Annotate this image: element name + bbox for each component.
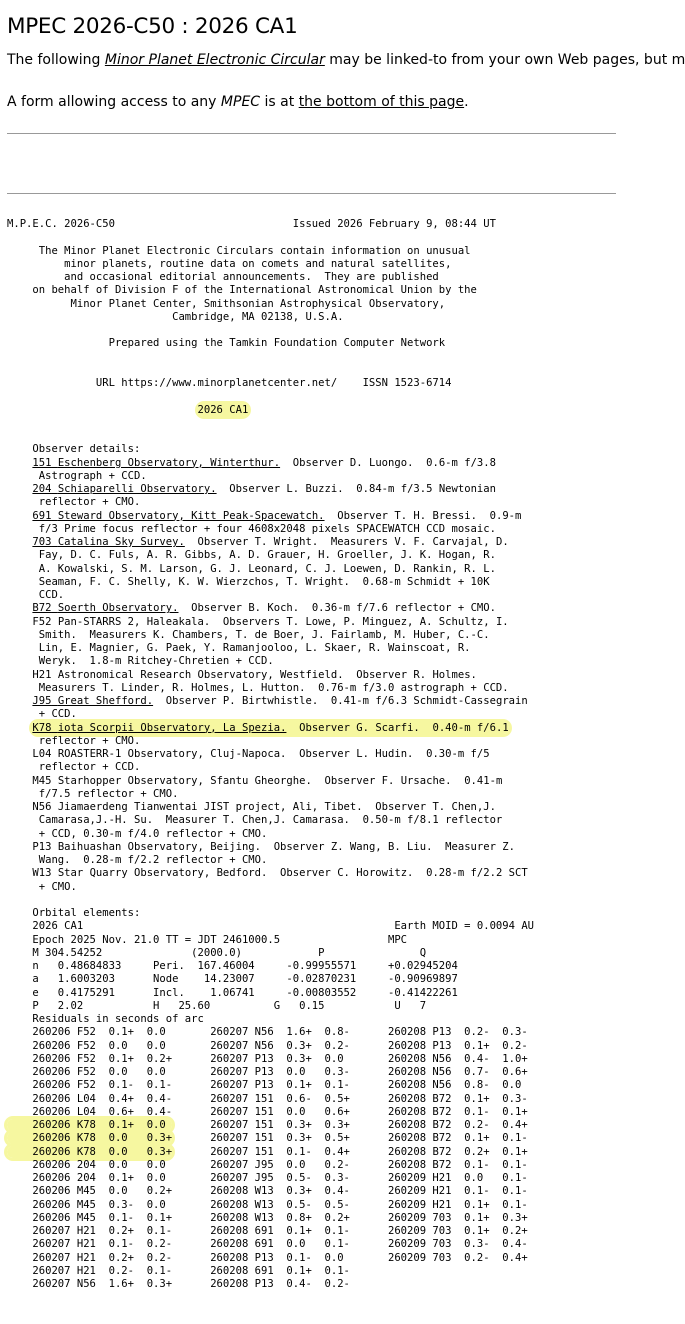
observer-text: Astrograph + CCD. [7, 469, 147, 482]
observatory-link[interactable] [32, 457, 280, 469]
residual-line: 260206 M45 0.0 0.2+ 260208 W13 0.3+ 0.4- 260209 H21 0.1- 0.1- [7, 1185, 528, 1198]
observer-entry [32, 695, 527, 707]
object-designation: 2026 CA1 [197, 403, 249, 416]
observer-text: + CMO. [7, 880, 77, 893]
residual-line: 260207 151 0.3+ 0.3+ 260208 B72 0.2- 0.4+ [172, 1119, 528, 1131]
intro-form-notice [7, 94, 469, 110]
observer-text: reflector + CMO. [7, 496, 141, 509]
observatory-code: 703 [32, 536, 52, 548]
observer-text: Jiamaerdeng Tianwentai JIST project, Ali, Tibet. Observer T. Chen,J. [51, 801, 496, 813]
orbital-element-line: 2026 CA1 Earth MOID = 0.0094 AU [7, 920, 535, 933]
observer-text: Observer L. Buzzi. 0.84-m f/3.5 Newtonian [216, 483, 496, 495]
observatory-code: K78 [32, 721, 52, 734]
mpec-info-link[interactable]: Minor Planet Electronic Circular [104, 52, 325, 68]
observer-text: Wang. 0.28-m f/2.2 reflector + CMO. [7, 854, 268, 866]
circular-header: M.P.E.C. 2026-C50 Issued 2026 February 9, 08:44 UT [7, 218, 496, 230]
residual-line: 260206 L04 0.6+ 0.4- 260207 151 0.0 0.6+ 260208 B72 0.1- 0.1+ [7, 1105, 528, 1118]
observer-text: reflector + CMO. [7, 734, 141, 747]
observer-text: Seaman, F. C. Shelly, K. W. Wierzchos, T. Wright. 0.68-m Schmidt + 10K [7, 575, 490, 588]
form-text: A form allowing access to any [7, 94, 221, 110]
residual-line: 260207 151 0.3+ 0.5+ 260208 B72 0.1+ 0.1- [172, 1132, 528, 1145]
observer-entry [32, 748, 489, 760]
mpec-abbrev: MPEC [220, 94, 261, 110]
observer-entry [32, 483, 496, 495]
observatory-name: Steward Observatory, Kitt Peak-Spacewatch. [57, 509, 325, 522]
observer-text: Pan-STARRS 2, Haleakala. Observers T. Lowe, P. Minguez, A. Schultz, I. [51, 615, 509, 628]
observer-text: Astronomical Research Observatory, Westfield. Observer R. Holmes. [51, 668, 477, 681]
observatory-name: iota Scorpii Observatory, La Spezia. [57, 721, 287, 734]
observer-entry [32, 801, 496, 813]
observatory-code: P13 [32, 840, 52, 853]
residual-line: 260207 H21 0.2+ 0.2- 260208 P13 0.1- 0.0 260209 703 0.2- 0.4+ [7, 1251, 528, 1264]
residual-line: 260207 151 0.1- 0.4+ 260208 B72 0.2+ 0.1+ [172, 1145, 528, 1158]
observatory-code: J95 [32, 695, 52, 707]
observer-entry [32, 536, 508, 548]
intro-text-rest: may be linked-to from your own Web pages, but m [324, 52, 685, 68]
observer-text: Observer P. Birtwhistle. 0.41-m f/6.3 Schmidt-Cassegrain [153, 695, 528, 707]
residual-line: 260207 N56 1.6+ 0.3+ 260208 P13 0.4- 0.2- [7, 1278, 350, 1290]
observer-text: Lin, E. Magnier, G. Paek, Y. Ramanjooloo, L. Skaer, R. Wainscoat, R. [7, 642, 471, 654]
observatory-link[interactable] [32, 695, 153, 707]
observatory-code: N56 [32, 801, 52, 813]
residual-line: 260206 M45 0.1- 0.1+ 260208 W13 0.8+ 0.2+ 260209 703 0.1+ 0.3+ [7, 1211, 528, 1224]
observer-text: f/7.5 reflector + CMO. [7, 787, 179, 800]
residual-line: 260206 F52 0.1- 0.1- 260207 P13 0.1+ 0.1- 260208 N56 0.8- 0.0 [7, 1079, 522, 1092]
observer-text: Observer T. H. Bressi. 0.9-m [324, 509, 522, 522]
residual-line: 260207 H21 0.1- 0.2- 260208 691 0.0 0.1- 260209 703 0.3- 0.4- [7, 1238, 528, 1251]
preamble-line: The Minor Planet Electronic Circulars contain information on unusual [7, 244, 471, 257]
observer-text: Star Quarry Observatory, Bedford. Observer C. Horowitz. 0.28-m f/2.2 SCT [51, 867, 528, 880]
orbital-element-line: P 2.02 H 25.60 G 0.15 U 7 [7, 999, 427, 1012]
observer-entry [32, 867, 527, 879]
observer-entry [32, 775, 502, 787]
residual-line: 260207 H21 0.2+ 0.1- 260208 691 0.1+ 0.1- 260209 703 0.1+ 0.2+ [7, 1225, 528, 1237]
observer-text: Observer G. Scarfi. 0.40-m f/6.1 [286, 721, 509, 734]
residual-highlight: 260206 K78 0.1+ 0.0 [7, 1119, 173, 1131]
observer-entry [32, 669, 477, 681]
observer-entry [32, 510, 521, 522]
observatory-code: W13 [32, 867, 52, 880]
observatory-link[interactable] [32, 536, 184, 548]
observer-text: Measurers T. Linder, R. Holmes, L. Hutton. 0.76-m f/3.0 astrograph + CCD. [7, 681, 509, 694]
page-title: MPEC 2026-C50 : 2026 CA1 [7, 14, 298, 39]
preamble-line: Cambridge, MA 02138, U.S.A. [7, 310, 344, 323]
observer-text: Smith. Measurers K. Chambers, T. de Boer, J. Fairlamb, M. Huber, C.-C. [7, 628, 490, 641]
observer-entry [32, 722, 508, 734]
form-text-end: . [464, 94, 469, 110]
intro-link-notice [7, 52, 685, 68]
circular-body [7, 218, 534, 1291]
observatory-code: 151 [32, 456, 52, 469]
observatory-link[interactable] [32, 602, 178, 614]
preamble-line: URL https://www.minorplanetcenter.net/ ISSN 1523-6714 [7, 377, 452, 389]
residual-line: 260206 204 0.1+ 0.0 260207 J95 0.5- 0.3- 260209 H21 0.0 0.1- [7, 1172, 528, 1184]
observer-text: + CCD. [7, 708, 77, 721]
observer-text: reflector + CCD. [7, 761, 141, 774]
residual-line: 260207 H21 0.2- 0.1- 260208 691 0.1+ 0.1- [7, 1264, 350, 1277]
bottom-of-page-link[interactable]: the bottom of this page [298, 94, 465, 110]
observatory-link[interactable] [32, 483, 216, 495]
preamble-line: minor planets, routine data on comets and natural satellites, [7, 257, 452, 270]
observer-text: CCD. [7, 589, 65, 601]
observer-text: Starhopper Observatory, Sfantu Gheorghe. Observer F. Ursache. 0.41-m [51, 774, 503, 787]
observer-entry [32, 602, 496, 614]
observer-text: ROASTERR-1 Observatory, Cluj-Napoca. Observer L. Hudin. 0.30-m f/5 [51, 748, 490, 760]
residual-line: 260206 F52 0.1+ 0.2+ 260207 P13 0.3+ 0.0 260208 N56 0.4- 1.0+ [7, 1052, 528, 1065]
observatory-name: Great Shefford. [57, 695, 154, 707]
divider-bottom [7, 193, 616, 194]
observer-text: Weryk. 1.8-m Ritchey-Chretien + CCD. [7, 655, 274, 668]
observer-heading: Observer details: [7, 443, 141, 456]
residual-line: 260206 F52 0.1+ 0.0 260207 N56 1.6+ 0.8- 260208 P13 0.2- 0.3- [7, 1026, 528, 1039]
preamble-line: Prepared using the Tamkin Foundation Computer Network [7, 337, 446, 350]
preamble-line: and occasional editorial announcements. They are published [7, 271, 439, 283]
orbital-element-line: n 0.48684833 Peri. 167.46004 -0.99955571 +0.02945204 [7, 960, 458, 972]
observer-text: + CCD, 0.30-m f/4.0 reflector + CMO. [7, 827, 268, 840]
observer-text: Observer D. Luongo. 0.6-m f/3.8 [280, 456, 496, 469]
observer-text: Baihuashan Observatory, Beijing. Observer Z. Wang, B. Liu. Measurer Z. [51, 840, 516, 853]
observer-entry [32, 616, 508, 628]
observer-text: Camarasa,J.-H. Su. Measurer T. Chen,J. Camarasa. 0.50-m f/8.1 reflector [7, 814, 503, 827]
divider-top [7, 133, 616, 134]
observatory-code: 691 [32, 509, 52, 522]
observatory-code: M45 [32, 774, 52, 787]
orbital-element-line: Residuals in seconds of arc [7, 1013, 204, 1025]
form-text-mid: is at [260, 94, 299, 110]
observatory-name: Soerth Observatory. [57, 602, 179, 615]
observatory-name: Catalina Sky Survey. [57, 536, 185, 548]
observatory-code: L04 [32, 748, 52, 760]
orbital-element-line: e 0.4175291 Incl. 1.06741 -0.00803552 -0.41422261 [7, 986, 458, 999]
observer-text: Observer B. Koch. 0.36-m f/7.6 reflector + CMO. [178, 602, 496, 615]
preamble-line: on behalf of Division F of the International Astronomical Union by the [7, 284, 477, 297]
residual-highlight: 260206 K78 0.0 0.3+ [7, 1145, 173, 1158]
residual-line: 260206 204 0.0 0.0 260207 J95 0.0 0.2- 260208 B72 0.1- 0.1- [7, 1158, 528, 1171]
orbital-element-line: Orbital elements: [7, 907, 141, 919]
observer-text: f/3 Prime focus reflector + four 4608x2048 pixels SPACEWATCH CCD mosaic. [7, 522, 496, 535]
observatory-name: Schiaparelli Observatory. [57, 483, 217, 495]
residual-line: 260206 L04 0.4+ 0.4- 260207 151 0.6- 0.5+ 260208 B72 0.1+ 0.3- [7, 1092, 528, 1105]
residual-line: 260206 F52 0.0 0.0 260207 N56 0.3+ 0.2- 260208 P13 0.1+ 0.2- [7, 1039, 528, 1052]
observatory-link[interactable] [32, 722, 286, 734]
observer-text: Fay, D. C. Fuls, A. R. Gibbs, A. D. Grauer, H. Groeller, J. K. Hogan, R. [7, 549, 496, 562]
observatory-name: Eschenberg Observatory, Winterthur. [57, 456, 281, 469]
orbital-element-line: Epoch 2025 Nov. 21.0 TT = JDT 2461000.5 MPC [7, 933, 408, 946]
orbital-element-line: a 1.6003203 Node 14.23007 -0.02870231 -0.90969897 [7, 973, 458, 986]
observatory-link[interactable] [32, 510, 324, 522]
residual-line: 260206 M45 0.3- 0.0 260208 W13 0.5- 0.5- 260209 H21 0.1+ 0.1- [7, 1198, 528, 1211]
orbital-element-line: M 304.54252 (2000.0) P Q [7, 946, 427, 959]
observer-entry [32, 841, 515, 853]
observer-entry [32, 457, 496, 469]
observer-text: A. Kowalski, S. M. Larson, G. J. Leonard, C. J. Loewen, D. Rankin, R. L. [7, 562, 496, 575]
observatory-code: F52 [32, 615, 52, 628]
intro-text: The following [7, 52, 105, 68]
observatory-code: 204 [32, 483, 52, 495]
observer-text: Observer T. Wright. Measurers V. F. Carvajal, D. [184, 536, 509, 548]
preamble-line: Minor Planet Center, Smithsonian Astrophysical Observatory, [7, 297, 446, 310]
residual-line: 260206 F52 0.0 0.0 260207 P13 0.0 0.3- 260208 N56 0.7- 0.6+ [7, 1066, 528, 1078]
residual-highlight: 260206 K78 0.0 0.3+ [7, 1132, 173, 1145]
observatory-code: B72 [32, 602, 52, 615]
observatory-code: H21 [32, 668, 52, 681]
